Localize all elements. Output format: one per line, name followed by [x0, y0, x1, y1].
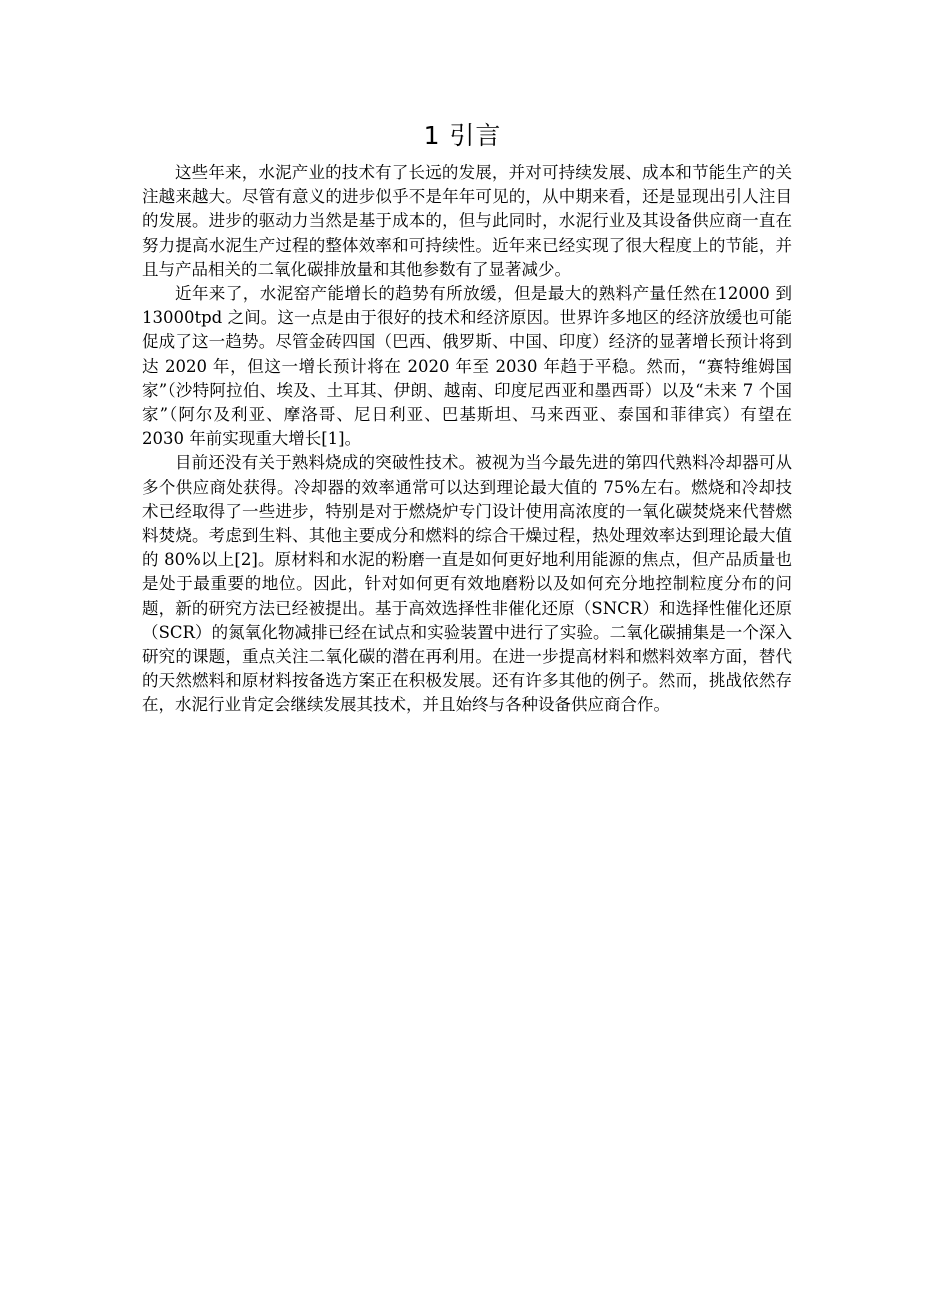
section-heading: 1 引言	[423, 121, 502, 150]
paragraph-1: 这些年来，水泥产业的技术有了长远的发展，并对可持续发展、成本和节能生产的关注越来越大。尽管有意义的进步似乎不是年年可见的，从中期来看，还是显现出引人注目的发展。进步的驱动力当然是基于成本的，但与此同时，水泥行业及其设备供应商一直在努力提高水泥生产过程的整体效率和可持续性。近年来已经实现了很大程度上的节能，并且与产品相关的二氧化碳排放量和其他参数有了显著减少。	[142, 163, 792, 279]
paragraph-3: 目前还没有关于熟料烧成的突破性技术。被视为当今最先进的第四代熟料冷却器可从多个供应商处获得。冷却器的效率通常可以达到理论最大值的 75%左右。燃烧和冷却技术已经取得了一些进步，特别是对于燃烧炉专门设计使用高浓度的一氧化碳焚烧来代替燃料焚烧。考虑到生料、其他主要成分和燃料的综合干燥过程，热处理效率达到理论最大值的 80%以上[2]。原材料和水泥的粉磨一直是如何更好地利用能源的焦点，但产品质量也是处于最重要的地位。因此，针对如何更有效地磨粉以及如何充分地控制粒度分布的问题，新的研究方法已经被提出。基于高效选择性非催化还原（SNCR）和选择性催化还原（SCR）的氮氧化物减排已经在试点和实验装置中进行了实验。二氧化碳捕集是一个深入研究的课题，重点关注二氧化碳的潜在再利用。在进一步提高材料和燃料效率方面，替代的天然燃料和原材料按备选方案正在积极发展。还有许多其他的例子。然而，挑战依然存在，水泥行业肯定会继续发展其技术，并且始终与各种设备供应商合作。	[142, 453, 792, 715]
paragraph-2: 近年来了，水泥窑产能增长的趋势有所放缓，但是最大的熟料产量任然在12000 到 13000tpd 之间。这一点是由于很好的技术和经济原因。世界许多地区的经济放缓也可能促成了这一趋势。尽管金砖四国（巴西、俄罗斯、中国、印度）经济的显著增长预计将到达 2020 年，但这一增长预计将在 2020 年至 2030 年趋于平稳。然而，“赛特维姆国家”（沙特阿拉伯、埃及、土耳其、伊朗、越南、印度尼西亚和墨西哥）以及“未来 7 个国家”（阿尔及利亚、摩洛哥、尼日利亚、巴基斯坦、马来西亚、泰国和菲律宾）有望在 2030 年前实现重大增长[1]。	[142, 284, 792, 449]
section-body	[142, 161, 792, 718]
